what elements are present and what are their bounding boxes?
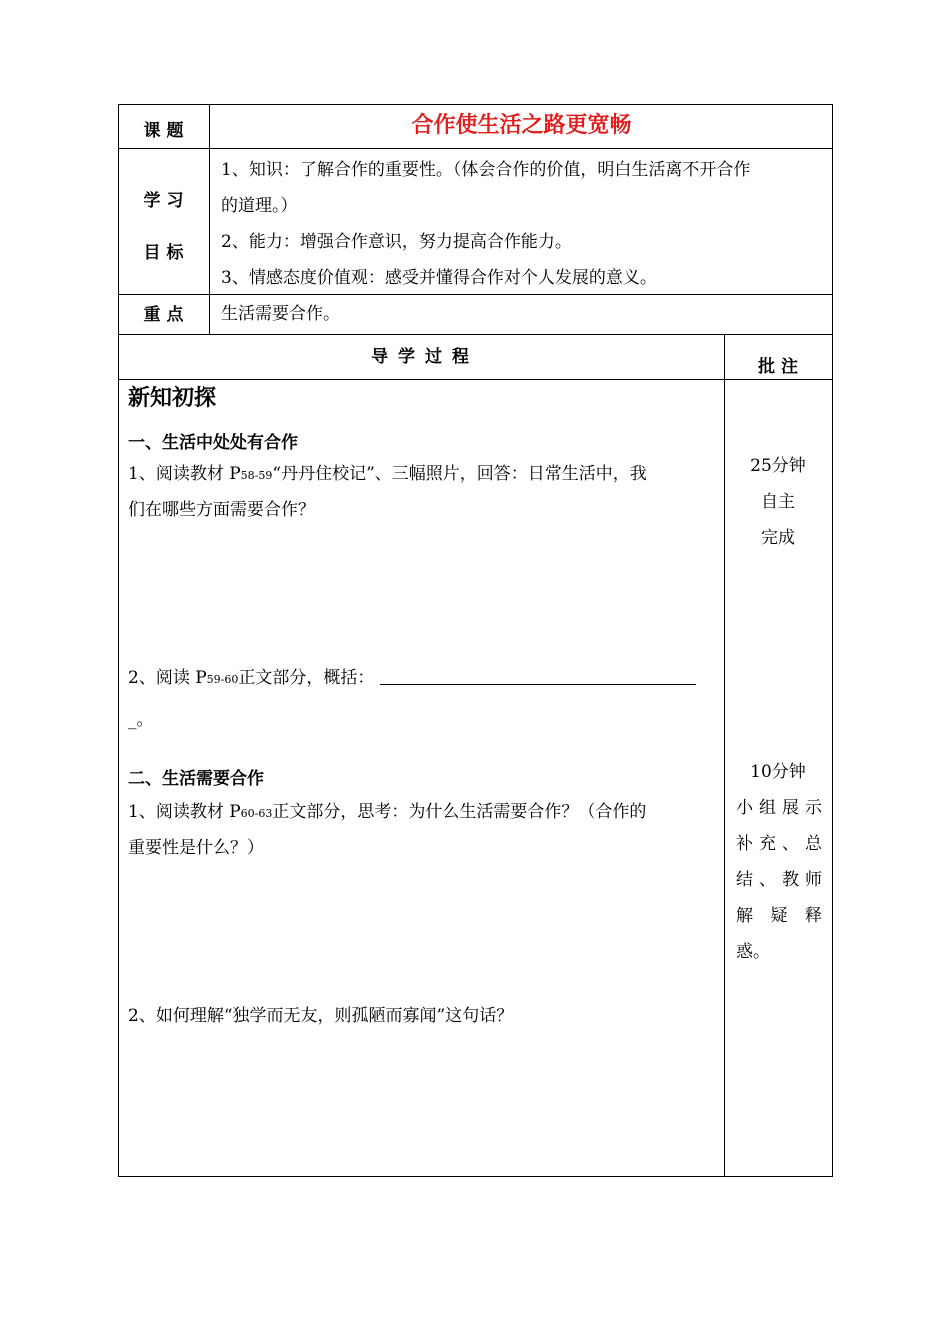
note-mode-1-cont: 完成 xyxy=(761,528,795,548)
note-activity-line3: 结、教师 xyxy=(736,870,822,890)
note-activity-line4: 解疑释 xyxy=(736,906,822,926)
note-activity-line1: 小组展示 xyxy=(736,798,822,818)
goal-ability: 2、能力：增强合作意识，努力提高合作能力。 xyxy=(221,232,572,252)
section-heading: 新知初探 xyxy=(128,386,217,411)
part1-title: 一、生活中处处有合作 xyxy=(128,433,298,453)
page-title: 合作使生活之路更宽畅 xyxy=(411,113,632,138)
part2-title: 二、生活需要合作 xyxy=(128,769,264,789)
row-divider xyxy=(118,334,833,335)
table-border-left xyxy=(118,104,119,1177)
goals-label-line1: 学 习 xyxy=(143,191,184,211)
note-time-2: 10分钟 xyxy=(750,762,806,782)
note-mode-1: 自主 xyxy=(761,492,795,512)
table-border-right xyxy=(832,104,833,1177)
focus-text: 生活需要合作。 xyxy=(221,304,340,324)
note-activity-line2: 补充、总 xyxy=(736,834,822,854)
note-activity-line5: 惑。 xyxy=(736,942,770,962)
topic-label: 课 题 xyxy=(143,121,184,141)
part2-question2: 2、如何理解“独学而无友，则孤陋而寡闻”这句话？ xyxy=(128,1006,514,1026)
part1-question2: 2、阅读 P59-60正文部分，概括： xyxy=(128,660,696,698)
part1-question1-cont: 们在哪些方面需要合作？ xyxy=(128,500,315,520)
goals-label-line2: 目 标 xyxy=(143,243,184,263)
focus-label: 重 点 xyxy=(143,305,184,325)
part2-question1: 1、阅读教材 P60-63正文部分，思考：为什么生活需要合作？（合作的 xyxy=(128,802,647,822)
row-divider xyxy=(118,148,833,149)
goal-knowledge-cont: 的道理。） xyxy=(221,196,298,216)
note-time-1: 25分钟 xyxy=(750,456,806,476)
part1-question1: 1、阅读教材 P58-59“丹丹住校记”、三幅照片，回答：日常生活中，我 xyxy=(128,464,647,484)
row-divider xyxy=(118,379,833,380)
goal-attitude: 3、情感态度价值观：感受并懂得合作对个人发展的意义。 xyxy=(221,268,657,288)
answer-blank[interactable] xyxy=(380,666,696,685)
part2-question1-cont: 重要性是什么？） xyxy=(128,838,264,858)
lesson-plan-table xyxy=(118,104,833,1177)
notes-column-header: 批 注 xyxy=(758,357,798,377)
table-border-bottom xyxy=(118,1176,833,1177)
table-border-top xyxy=(118,104,833,105)
goal-knowledge: 1、知识：了解合作的重要性。（体会合作的价值，明白生活离不开合作 xyxy=(221,160,751,180)
process-column-header: 导 学 过 程 xyxy=(371,347,471,367)
part1-question2-end: _。 xyxy=(128,710,154,730)
